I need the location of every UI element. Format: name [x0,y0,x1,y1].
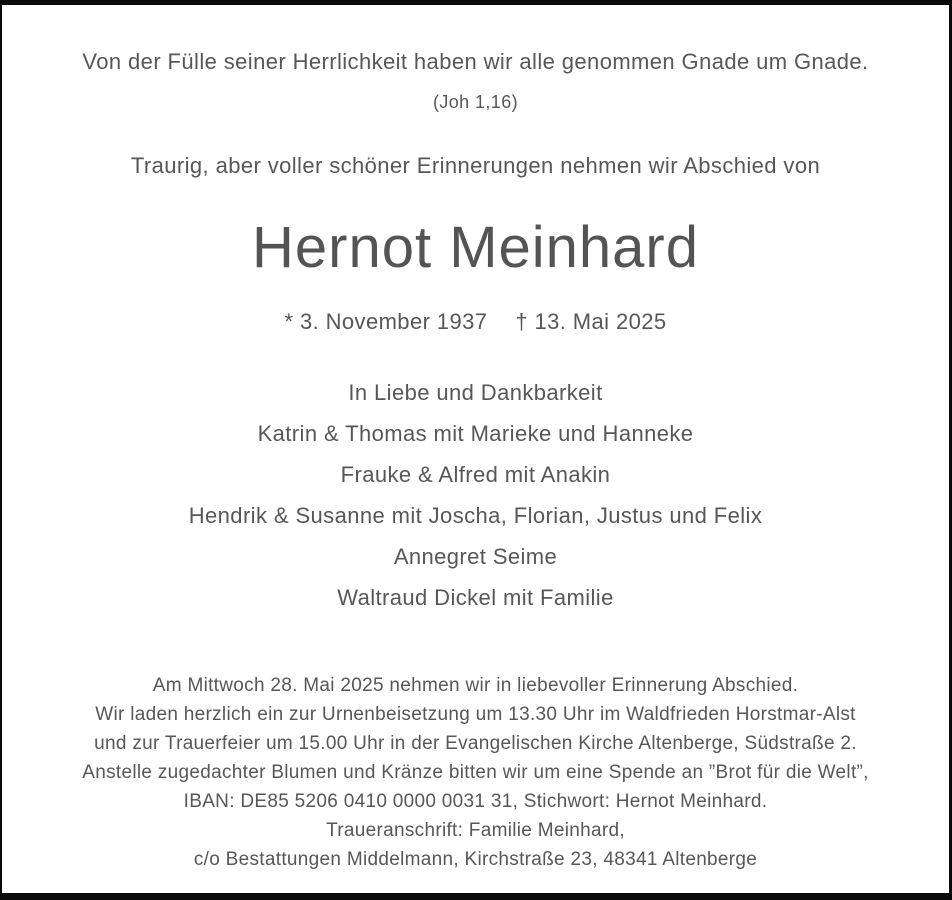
detail-line: c/o Bestattungen Middelmann, Kirchstraße 23, 48341 Altenberge [193,849,758,870]
epigraph-quote: Von der Fülle seiner Herrlichkeit haben wir alle genommen Gnade um Gnade. [82,49,869,74]
detail-line: Traueranschrift: Familie Meinhard, [326,820,625,841]
mourner-line: Frauke & Alfred mit Anakin [340,462,611,487]
detail-line: und zur Trauerfeier um 15.00 Uhr in der Evangelischen Kirche Altenberge, Südstraße 2. [94,733,857,754]
epigraph-source: (Joh 1,16) [432,92,519,112]
death-date: † 13. Mai 2025 [515,309,667,334]
detail-line: Am Mittwoch 28. Mai 2025 nehmen wir in liebevoller Erinnerung Abschied. [152,675,799,696]
mourners-intro: In Liebe und Dankbarkeit [348,380,603,405]
mourner-line: Annegret Seime [393,544,558,569]
mourner-line: Hendrik & Susanne mit Joscha, Florian, Justus und Felix [188,503,763,528]
detail-line: Anstelle zugedachter Blumen und Kränze bitten wir um eine Spende an ”Brot für die Welt”, [82,762,869,783]
detail-line: IBAN: DE85 5206 0410 0000 0031 31, Stichwort: Hernot Meinhard. [183,791,768,812]
life-dates [2,309,949,335]
obituary-content [2,5,949,874]
birth-date: * 3. November 1937 [284,309,488,334]
farewell-intro: Traurig, aber voller schöner Erinnerungen nehmen wir Abschied von [130,153,821,178]
mourner-line: Katrin & Thomas mit Marieke und Hanneke [257,421,694,446]
mourner-line: Waltraud Dickel mit Familie [337,585,614,610]
detail-line: Wir laden herzlich ein zur Urnenbeisetzung um 13.30 Uhr im Waldfrieden Horstmar-Alst [95,704,856,725]
funeral-details [2,671,949,874]
deceased-name: Hernot Meinhard [252,215,699,280]
